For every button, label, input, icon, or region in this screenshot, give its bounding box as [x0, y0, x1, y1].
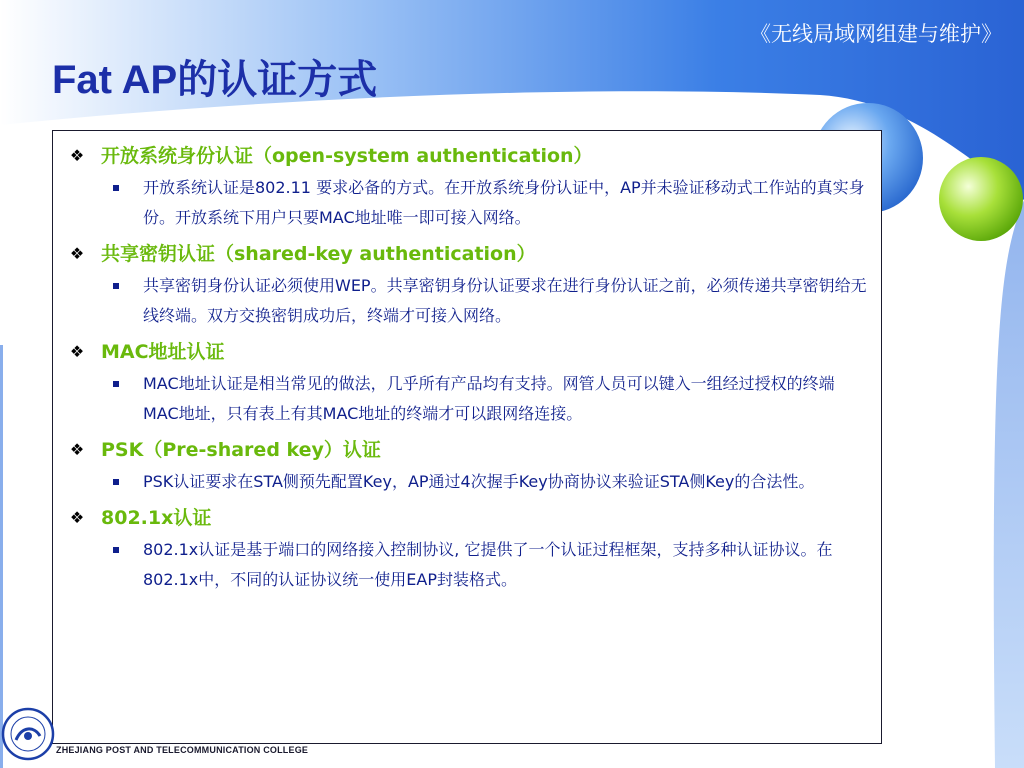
bullet-item — [113, 369, 867, 429]
bullet-item — [113, 535, 867, 595]
green-sphere-decoration — [939, 157, 1023, 241]
square-bullet-icon — [113, 381, 119, 387]
bullet-item — [113, 271, 867, 331]
course-title: 《无线局域网组建与维护》 — [750, 22, 1002, 46]
square-bullet-icon — [113, 479, 119, 485]
square-bullet-icon — [113, 283, 119, 289]
section-heading — [65, 503, 867, 533]
bullet-text: PSK认证要求在STA侧预先配置Key，AP通过4次握手Key协商协议来验证STA侧Key的合法性。 — [143, 472, 815, 491]
bullet-text: MAC地址认证是相当常见的做法，几乎所有产品均有支持。网管人员可以键入一组经过授权的终端MAC地址，只有表上有其MAC地址的终端才可以跟网络连接。 — [143, 374, 835, 423]
section-heading-text: 802.1x认证 — [101, 507, 212, 529]
diamond-bullet-icon: ❖ — [69, 244, 85, 263]
bullet-text: 开放系统认证是802.11 要求必备的方式。在开放系统身份认证中，AP并未验证移动式工作站的真实身份。开放系统下用户只要MAC地址唯一即可接入网络。 — [143, 178, 865, 227]
slide-title: Fat AP的认证方式 — [52, 58, 378, 102]
section-heading-text: MAC地址认证 — [101, 341, 225, 363]
section-heading — [65, 141, 867, 171]
content-box — [52, 130, 882, 744]
diamond-bullet-icon: ❖ — [69, 342, 85, 361]
college-seal-logo — [0, 706, 56, 762]
bullet-text: 共享密钥身份认证必须使用WEP。共享密钥身份认证要求在进行身份认证之前，必须传递共享密钥给无线终端。双方交换密钥成功后，终端才可接入网络。 — [143, 276, 867, 325]
section-heading-text: PSK（Pre-shared key）认证 — [101, 439, 381, 461]
section-heading-text: 开放系统身份认证（open-system authentication） — [101, 145, 593, 167]
diamond-bullet-icon: ❖ — [69, 146, 85, 165]
section-8021x — [65, 503, 867, 595]
section-heading — [65, 435, 867, 465]
square-bullet-icon — [113, 547, 119, 553]
section-mac-address — [65, 337, 867, 429]
section-heading-text: 共享密钥认证（shared-key authentication） — [101, 243, 536, 265]
diamond-bullet-icon: ❖ — [69, 440, 85, 459]
section-psk — [65, 435, 867, 497]
college-name-footer: ZHEJIANG POST AND TELECOMMUNICATION COLLEGE — [56, 745, 309, 755]
bullet-item — [113, 173, 867, 233]
section-shared-key — [65, 239, 867, 331]
square-bullet-icon — [113, 185, 119, 191]
bullet-text: 802.1x认证是基于端口的网络接入控制协议, 它提供了一个认证过程框架，支持多种认证协议。在802.1x中，不同的认证协议统一使用EAP封装格式。 — [143, 540, 833, 589]
bullet-item — [113, 467, 867, 497]
section-heading — [65, 239, 867, 269]
section-open-system — [65, 141, 867, 233]
section-heading — [65, 337, 867, 367]
diamond-bullet-icon: ❖ — [69, 508, 85, 527]
